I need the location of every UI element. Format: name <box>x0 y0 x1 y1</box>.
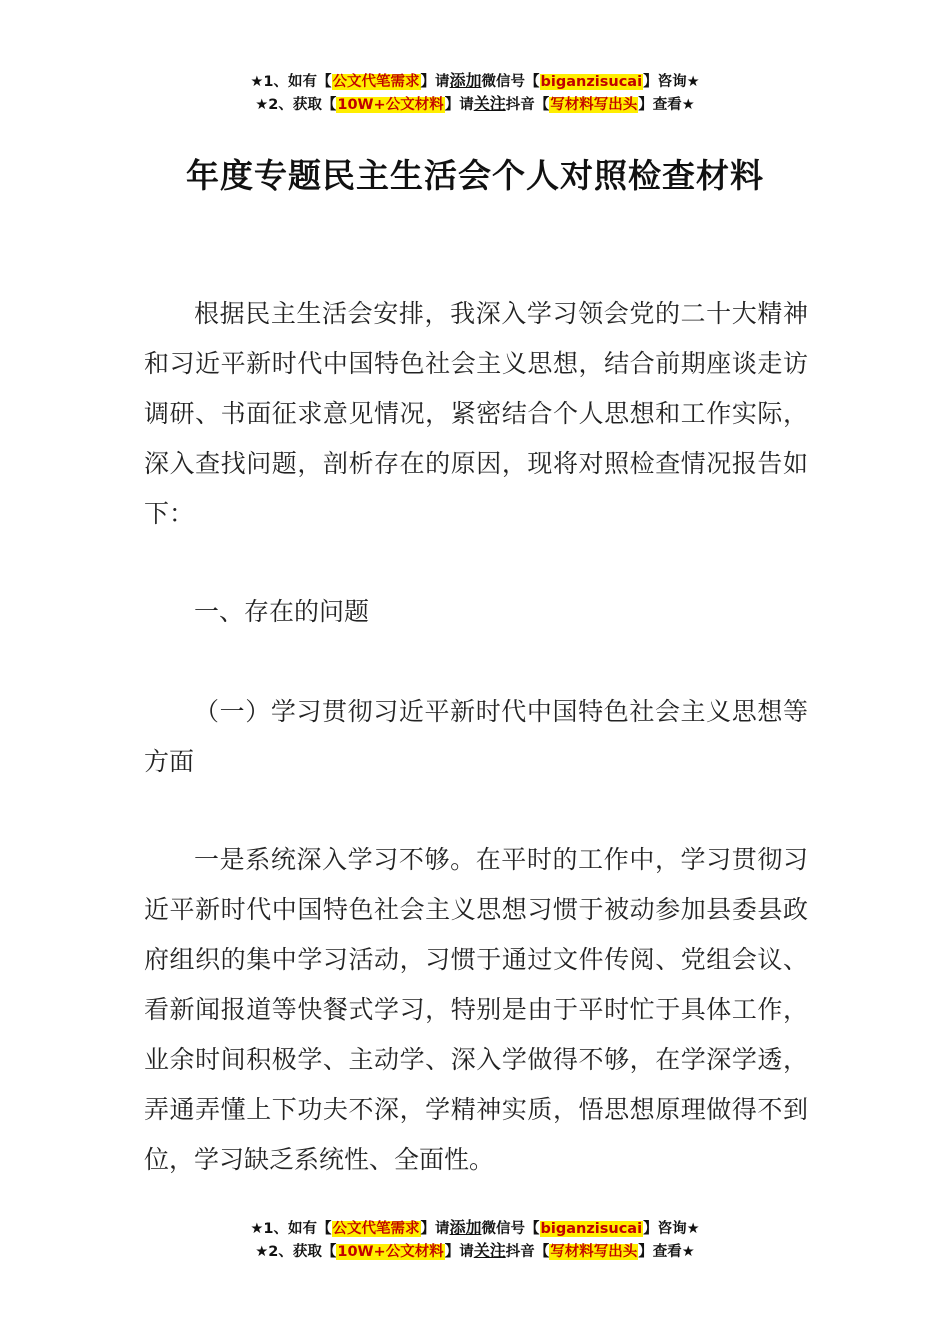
banner-text: 】请 <box>420 1221 450 1237</box>
banner-line-1 <box>0 70 950 93</box>
banner-text: 】查看★ <box>638 97 695 113</box>
banner-highlight: 公文代笔需求 <box>332 1221 420 1237</box>
banner-emphasis: 添加 <box>449 71 482 90</box>
banner-highlight: 写材料写出头 <box>550 97 638 113</box>
banner-text: 】咨询★ <box>643 74 700 90</box>
banner-line-1 <box>0 1217 950 1240</box>
banner-line-2 <box>0 93 950 116</box>
paragraph-point-one <box>144 835 808 1185</box>
banner-highlight: 公文代笔需求 <box>332 74 420 90</box>
banner-highlight: 写材料写出头 <box>550 1244 638 1260</box>
banner-highlight: biganzisucai <box>540 74 643 90</box>
section-heading <box>144 587 808 637</box>
banner-text: ★2、获取【 <box>255 1244 337 1260</box>
banner-text: 】请 <box>420 74 450 90</box>
paragraph-text: 根据民主生活会安排，我深入学习领会党的二十大精神和习近平新时代中国特色社会主义思想，结合前期座谈走访调研、书面征求意见情况，紧密结合个人思想和工作实际，深入查找问题，剖析存在的原因，现将对照检查情况报告如下： <box>144 299 808 528</box>
top-banner <box>0 70 950 116</box>
banner-text: ★1、如有【 <box>250 1221 332 1237</box>
banner-text: 】咨询★ <box>643 1221 700 1237</box>
banner-text: ★2、获取【 <box>255 97 337 113</box>
banner-highlight: 10W+公文材料 <box>337 97 444 113</box>
banner-text: 】请 <box>444 97 474 113</box>
banner-text: ★1、如有【 <box>250 74 332 90</box>
banner-text: 】查看★ <box>638 1244 695 1260</box>
banner-text: 】请 <box>444 1244 474 1260</box>
banner-emphasis: 关注 <box>473 1241 506 1260</box>
banner-line-2 <box>0 1240 950 1263</box>
banner-emphasis: 添加 <box>449 1218 482 1237</box>
bottom-banner <box>0 1217 950 1263</box>
banner-text: 抖音【 <box>505 97 550 113</box>
banner-text: 微信号【 <box>481 1221 540 1237</box>
paragraph-text: 一是系统深入学习不够。在平时的工作中，学习贯彻习近平新时代中国特色社会主义思想习惯于被动参加县委县政府组织的集中学习活动，习惯于通过文件传阅、党组会议、看新闻报道等快餐式学习，特别是由于平时忙于具体工作，业余时间积极学、主动学、深入学做得不够，在学深学透，弄通弄懂上下功夫不深，学精神实质，悟思想原理做得不到位，学习缺乏系统性、全面性。 <box>144 845 808 1174</box>
subsection-heading <box>144 687 808 787</box>
banner-highlight: 10W+公文材料 <box>337 1244 444 1260</box>
banner-text: 微信号【 <box>481 74 540 90</box>
paragraph-intro <box>144 289 808 539</box>
subheading-text: （一）学习贯彻习近平新时代中国特色社会主义思想等方面 <box>144 697 808 776</box>
banner-emphasis: 关注 <box>473 94 506 113</box>
heading-text: 一、存在的问题 <box>194 597 370 626</box>
banner-highlight: biganzisucai <box>540 1221 643 1237</box>
banner-text: 抖音【 <box>505 1244 550 1260</box>
document-title: 年度专题民主生活会个人对照检查材料 <box>186 156 764 195</box>
